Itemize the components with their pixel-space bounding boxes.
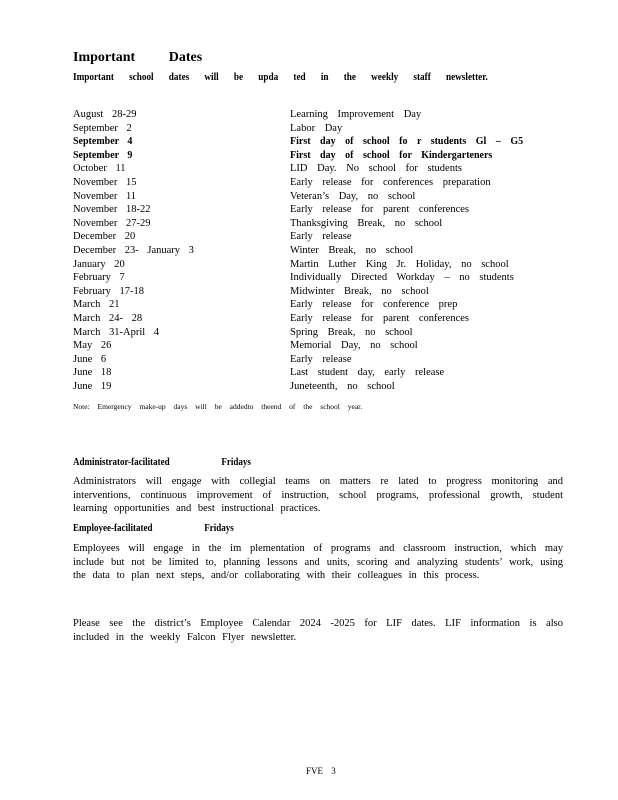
date-cell: February 17-18	[73, 285, 145, 297]
date-row	[73, 244, 573, 258]
date-row	[73, 135, 573, 149]
date-row	[73, 176, 573, 190]
date-cell: September 9	[73, 149, 133, 161]
date-row	[73, 366, 573, 380]
event-cell: Juneteenth, no school	[290, 380, 395, 392]
event-cell: First day of school fo r students Gl – G5	[290, 136, 524, 148]
employee-paragraph: Employees will engage in the im plementation of programs and classroom instruction, which may include but not be limited to, planning lessons and units, scoring and analyzing students’ work, using the data to plan next steps, and/or collaborating with their colleagues in this process.	[73, 543, 563, 581]
admin-paragraph: Administrators will engage with collegial teams on matters re lated to progress monitoring and interventions, continuous improvement of instruction, school programs, professional growth, student learning opportunities and best instructional practices.	[73, 476, 563, 514]
event-cell: Early release	[290, 231, 352, 243]
date-row	[73, 217, 573, 231]
employee-heading: Employee-facilitated Fridays	[73, 523, 234, 534]
date-cell: May 26	[73, 340, 112, 352]
dates-note: Note: Emergency make-up days will be addedto theend of the school year.	[73, 402, 363, 411]
date-row	[73, 230, 573, 244]
date-row	[73, 326, 573, 340]
event-cell: Winter Break, no school	[290, 244, 414, 256]
admin-heading: Administrator-facilitated Fridays	[73, 457, 251, 468]
date-cell: November 11	[73, 190, 137, 202]
event-cell: Early release for conference prep	[290, 299, 458, 311]
event-cell: Individually Directed Workday – no students	[290, 272, 514, 284]
date-cell: January 20	[73, 258, 125, 270]
event-cell: Veteran’s Day, no school	[290, 190, 416, 202]
date-row	[73, 122, 573, 136]
date-cell: December 20	[73, 231, 136, 243]
event-cell: Early release for parent conferences	[290, 312, 469, 324]
date-row	[73, 271, 573, 285]
event-cell: Labor Day	[290, 122, 343, 134]
date-cell: March 31-April 4	[73, 326, 160, 338]
event-cell: Midwinter Break, no school	[290, 285, 429, 297]
date-row	[73, 339, 573, 353]
date-cell: August 28-29	[73, 109, 137, 120]
date-cell: June 19	[73, 380, 112, 392]
date-row	[73, 258, 573, 272]
date-row	[73, 298, 573, 312]
date-cell: November 27-29	[73, 217, 151, 229]
date-cell: September 2	[73, 122, 132, 134]
event-cell: Thanksgiving Break, no school	[290, 217, 443, 229]
date-cell: March 21	[73, 299, 120, 311]
event-cell: Last student day, early release	[290, 367, 445, 379]
event-cell: Spring Break, no school	[290, 326, 413, 338]
event-cell: Learning Improvement Day	[290, 109, 422, 120]
date-cell: February 7	[73, 272, 125, 284]
date-cell: June 6	[73, 353, 107, 365]
date-row	[73, 149, 573, 163]
event-cell: LID Day. No school for students	[290, 163, 462, 175]
event-cell: Early release	[290, 353, 352, 365]
date-cell: March 24- 28	[73, 312, 143, 324]
date-row	[73, 353, 573, 367]
page-subtitle: Important school dates will be upda ted in the weekly staff newsletter.	[73, 72, 488, 83]
page-footer: FVE 3	[306, 766, 336, 776]
date-row	[73, 380, 573, 394]
event-cell: Martin Luther King Jr. Holiday, no school	[290, 258, 509, 270]
date-row	[73, 203, 573, 217]
page-title: Important Dates	[73, 50, 203, 65]
event-cell: First day of school for Kindergarteners	[290, 149, 493, 161]
dates-list	[73, 108, 573, 393]
date-row	[73, 190, 573, 204]
date-cell: November 15	[73, 176, 137, 188]
closing-paragraph: Please see the district’s Employee Calendar 2024 -2025 for LIF dates. LIF information is also included in the weekly Falcon Flyer newsletter.	[73, 618, 563, 643]
date-row	[73, 285, 573, 299]
date-cell: October 11	[73, 163, 126, 175]
date-cell: November 18-22	[73, 204, 151, 216]
date-cell: September 4	[73, 136, 133, 148]
date-cell: December 23- January 3	[73, 244, 194, 256]
date-row	[73, 162, 573, 176]
event-cell: Early release for conferences preparation	[290, 176, 491, 188]
date-row	[73, 108, 573, 122]
event-cell: Early release for parent conferences	[290, 204, 469, 216]
date-row	[73, 312, 573, 326]
event-cell: Memorial Day, no school	[290, 340, 418, 352]
date-cell: June 18	[73, 367, 112, 379]
